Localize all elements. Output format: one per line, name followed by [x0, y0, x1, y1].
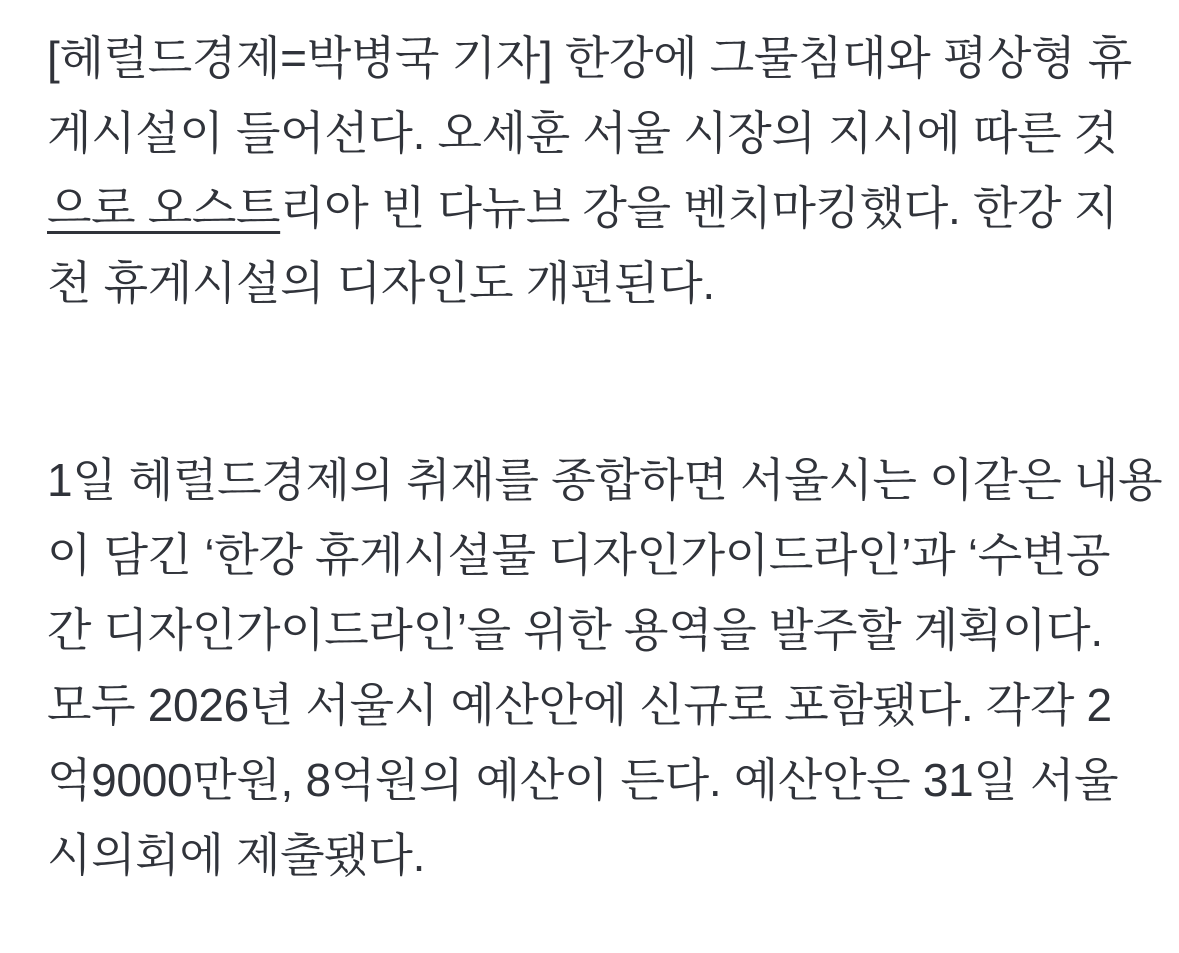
- article-text: 이 담긴 ‘한강 휴게시설물 디자인가이드라인’과 ‘수변공: [47, 529, 1111, 581]
- article-line: [47, 171, 1139, 246]
- article-text: 게시설이 들어선다. 오세훈 서울 시장의 지시에 따른 것: [47, 107, 1118, 159]
- article-text: 리아 빈 다뉴브 강을 벤치마킹했다. 한강 지: [280, 182, 1118, 234]
- article-line: [47, 668, 1139, 743]
- article-paragraph: [47, 443, 1163, 893]
- article-text: 시의회에 제출됐다.: [47, 829, 426, 881]
- article-text: 억9000만원, 8억원의 예산이 든다. 예산안은 31일 서울: [47, 754, 1119, 806]
- article-paragraph: [47, 21, 1139, 321]
- article-line: [47, 818, 1139, 893]
- article-line: [47, 21, 1139, 96]
- article-line: [47, 518, 1139, 593]
- article-line: [47, 593, 1139, 668]
- article-line: [47, 246, 1139, 321]
- article-link-text[interactable]: 으로 오스트: [47, 182, 281, 234]
- article-line: [47, 743, 1139, 818]
- article-text: 1일 헤럴드경제의 취재를 종합하면 서울시는 이같은 내용: [47, 454, 1163, 506]
- article-text: [헤럴드경제=박병국 기자] 한강에 그물침대와 평상형 휴: [47, 32, 1132, 84]
- article-text: 천 휴게시설의 디자인도 개편된다.: [47, 257, 715, 309]
- article-text: 모두 2026년 서울시 예산안에 신규로 포함됐다. 각각 2: [47, 679, 1112, 731]
- article-line: [47, 96, 1139, 171]
- article-line: [47, 443, 1163, 518]
- article-text: 간 디자인가이드라인’을 위한 용역을 발주할 계획이다.: [47, 604, 1103, 656]
